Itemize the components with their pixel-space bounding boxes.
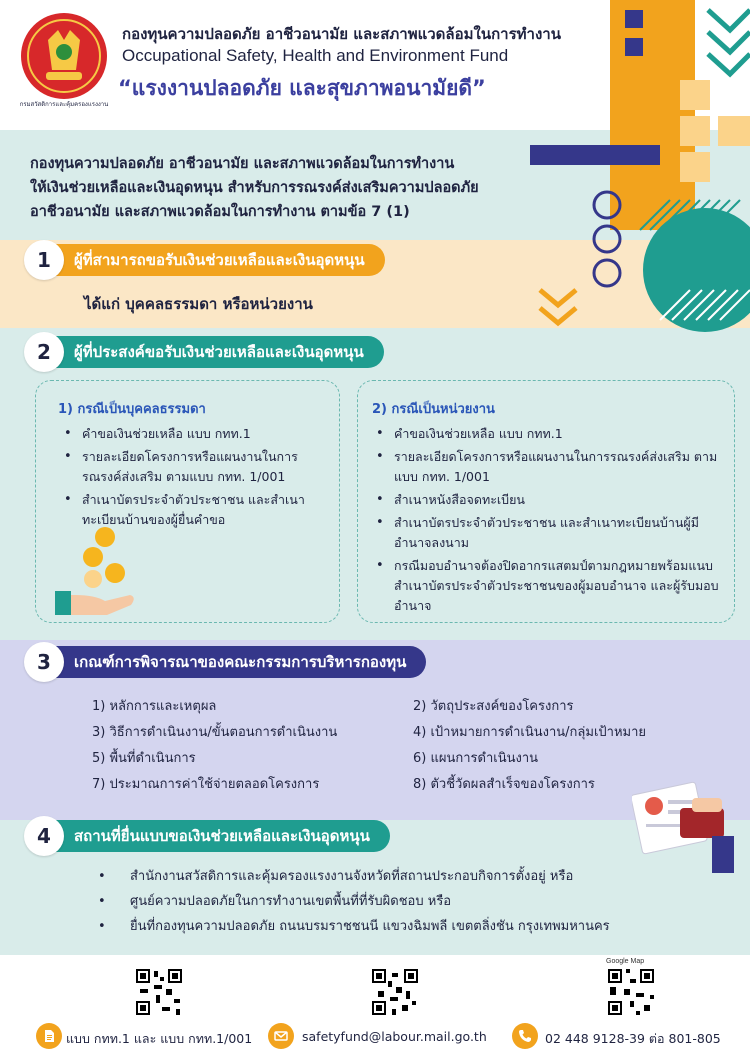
criterion: 8) ตัวชี้วัดผลสำเร็จของโครงการ [413,777,595,792]
section2-header [24,332,484,372]
list-item: • กรณีมอบอำนาจต้องปิดอากรแสตมป์ตามกฎหมายพร้อมแนบสำเนาบัตรประจำตัวประชาชนของผู้มอบอำนาจ และผู้รับมอบอำนาจ [372,556,727,616]
ministry-logo [18,10,110,110]
criterion: 1) หลักการและเหตุผล [92,699,217,714]
phone-number[interactable]: 02 448 9128-39 ต่อ 801-805 [545,1031,721,1046]
forms-text: แบบ กทท.1 และ แบบ กทท.1/001 [66,1031,253,1046]
header-slogan: “แรงงานปลอดภัย และสุขภาพอนามัยดี” [118,76,486,100]
section1-header [24,240,484,280]
criterion: 7) ประมาณการค่าใช้จ่ายตลอดโครงการ [92,777,320,792]
section-number: 1 [24,240,64,280]
document-icon [36,1023,62,1049]
intro-paragraph [30,152,530,224]
intro-line: กองทุนความปลอดภัย อาชีวอนามัย และสภาพแวดล้อมในการทำงาน [30,156,455,172]
section4-header [24,816,484,856]
list-item: • ยื่นที่กองทุนความปลอดภัย ถนนบรมราชชนนี แขวงฉิมพลี เขตตลิ่งชัน กรุงเทพมหานคร [98,914,610,939]
section3-header [24,642,524,682]
qr-code-forms[interactable] [134,967,184,1017]
list-item: • ศูนย์ความปลอดภัยในการทำงานเขตพื้นที่ที่รับผิดชอบ หรือ [98,889,610,914]
individual-box-title: 1) กรณีเป็นบุคคลธรรมดา [58,402,206,417]
phone-icon [512,1023,538,1049]
section1-body: ได้แก่ บุคคลธรรมดา หรือหน่วยงาน [84,295,313,313]
coins-hand-illustration [55,525,140,615]
section-number: 3 [24,642,64,682]
section-title: ผู้ที่ประสงค์ขอรับเงินช่วยเหลือและเงินอุดหนุน [46,336,384,368]
header-title-th: กองทุนความปลอดภัย อาชีวอนามัย และสภาพแวดล้อมในการทำงาน [122,25,561,43]
list-item: • สำเนาบัตรประจำตัวประชาชน และสำเนาทะเบียนบ้านผู้มีอำนาจลงนาม [372,513,727,553]
intro-line: อาชีวอนามัย และสภาพแวดล้อมในการทำงาน ตามข้อ 7 (1) [30,204,410,220]
qr-code-google-map[interactable] [606,967,656,1017]
criterion: 6) แผนการดำเนินงาน [413,751,539,766]
section-title: เกณฑ์การพิจารณาของคณะกรรมการบริหารกองทุน [46,646,426,678]
document-stamp-illustration [632,778,742,873]
list-item: • รายละเอียดโครงการหรือแผนงานในการรณรงค์ส่งเสริม ตามแบบ กทท. 1/001 [372,447,727,487]
organization-box-title: 2) กรณีเป็นหน่วยงาน [372,402,495,417]
intro-line: ให้เงินช่วยเหลือและเงินอุดหนุน สำหรับการรณรงค์ส่งเสริมความปลอดภัย [30,180,479,196]
list-item: • คำขอเงินช่วยเหลือ แบบ กทท.1 [60,424,330,444]
section-title: ผู้ที่สามารถขอรับเงินช่วยเหลือและเงินอุดหนุน [46,244,385,276]
list-item: • รายละเอียดโครงการหรือแผนงานในการรณรงค์ส่งเสริม ตามแบบ กทท. 1/001 [60,447,330,487]
google-map-label: Google Map [606,958,645,965]
list-item: • สำเนาหนังสือจดทะเบียน [372,490,727,510]
individual-list [60,424,330,533]
section-title: สถานที่ยื่นแบบขอเงินช่วยเหลือและเงินอุดหนุน [46,820,390,852]
geometric-decoration [520,0,750,360]
qr-code-email[interactable] [370,967,420,1017]
criterion: 3) วิธีการดำเนินงาน/ขั้นตอนการดำเนินงาน [92,725,338,740]
list-item: • คำขอเงินช่วยเหลือ แบบ กทท.1 [372,424,727,444]
section-number: 4 [24,816,64,856]
criterion: 2) วัตถุประสงค์ของโครงการ [413,699,574,714]
submission-locations [98,864,610,939]
header-title-en: Occupational Safety, Health and Environment Fund [122,46,509,65]
organization-list [372,424,727,619]
section-number: 2 [24,332,64,372]
list-item: • สำเนาบัตรประจำตัวประชาชน และสำเนาทะเบียนบ้านของผู้ยื่นคำขอ [60,490,330,530]
mail-icon [268,1023,294,1049]
logo-caption: กรมสวัสดิการและคุ้มครองแรงงาน [19,101,109,108]
email-link[interactable]: safetyfund@labour.mail.go.th [302,1029,487,1044]
criterion: 4) เป้าหมายการดำเนินงาน/กลุ่มเป้าหมาย [413,725,647,740]
criterion: 5) พื้นที่ดำเนินการ [92,751,196,766]
list-item: • สำนักงานสวัสดิการและคุ้มครองแรงงานจังหวัดที่สถานประกอบกิจการตั้งอยู่ หรือ [98,864,610,889]
